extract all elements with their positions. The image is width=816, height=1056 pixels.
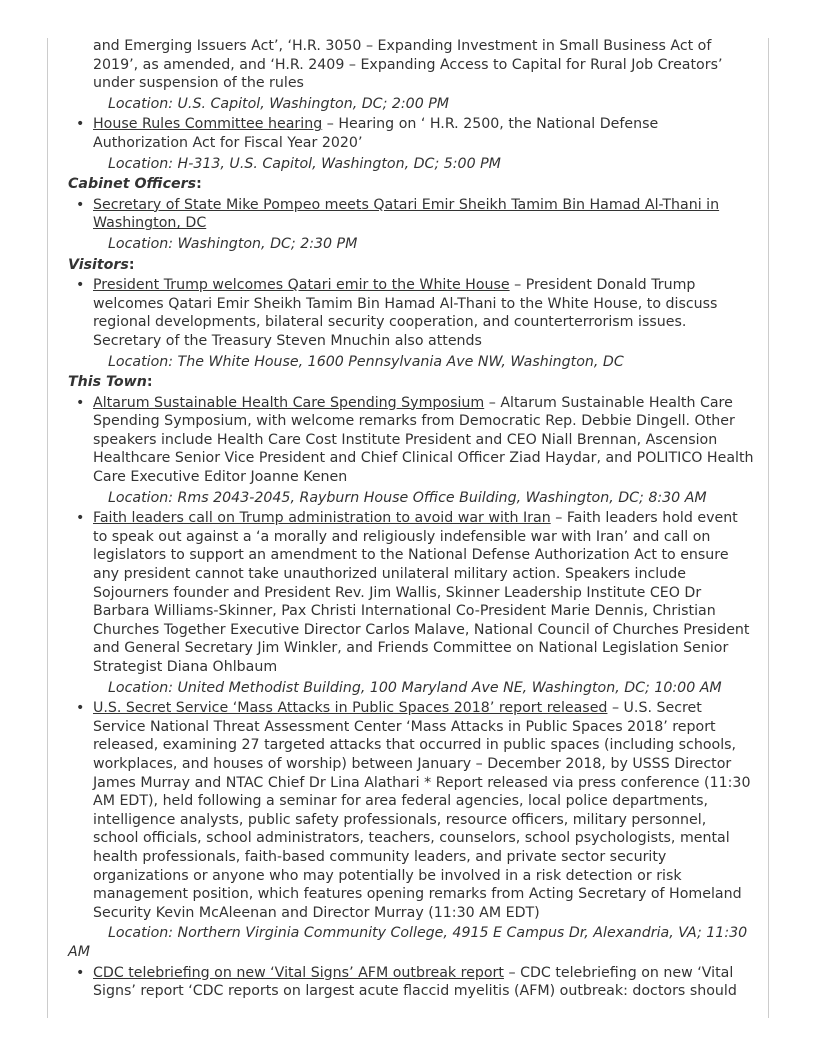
event-location: Location: U.S. Capitol, Washington, DC; 2:00 PM: [108, 95, 450, 112]
event-description: – CDC telebriefing on new ‘Vital Signs’ report ‘CDC reports on largest acute flaccid myelitis (AFM) outbreak: doctors should: [93, 964, 737, 1000]
section-heading-this-town: This Town:: [68, 374, 153, 391]
bullet-icon: •: [76, 277, 85, 294]
list-item: [68, 276, 756, 350]
left-page-border: [47, 38, 48, 1018]
bullet-icon: •: [76, 964, 85, 981]
list-item: [68, 699, 756, 922]
list-item: [68, 196, 756, 233]
event-link[interactable]: House Rules Committee hearing: [93, 116, 323, 133]
event-continuation-text: and Emerging Issuers Act’, ‘H.R. 3050 – Expanding Investment in Small Business Act of 2019’, as amended, and ‘H.R. 2409 – Expanding Access to Capital for Rural Job Creators’ under suspension of the rules: [93, 38, 723, 92]
list-item: [68, 509, 756, 676]
section-heading-cabinet: Cabinet Officers:: [68, 176, 202, 193]
bullet-icon: •: [76, 394, 85, 411]
event-location: Location: United Methodist Building, 100 Maryland Ave NE, Washington, DC; 10:00 AM: [108, 679, 722, 696]
bullet-icon: •: [76, 116, 85, 133]
event-link[interactable]: Altarum Sustainable Health Care Spending Symposium: [93, 394, 485, 411]
bullet-icon: •: [76, 510, 85, 527]
event-location: Location: The White House, 1600 Pennsylvania Ave NW, Washington, DC: [108, 353, 624, 370]
event-link[interactable]: President Trump welcomes Qatari emir to the White House: [93, 277, 510, 294]
document-body: [68, 37, 756, 1001]
bullet-icon: •: [76, 700, 85, 717]
this-town-event-list: [68, 509, 756, 676]
this-town-event-list: [68, 699, 756, 922]
this-town-event-list: [68, 964, 756, 1001]
event-location: Location: Rms 2043-2045, Rayburn House Office Building, Washington, DC; 8:30 AM: [108, 489, 707, 506]
house-event-list: [68, 115, 756, 152]
event-link[interactable]: Secretary of State Mike Pompeo meets Qatari Emir Sheikh Tamim Bin Hamad Al-Thani in Washington, DC: [93, 196, 720, 232]
event-description: – U.S. Secret Service National Threat Assessment Center ‘Mass Attacks in Public Spaces 2018’ report released, examining 27 targeted attacks that occurred in public spaces (including schools, workplaces, and houses of worship) between January – December 2018, by USSS Director James Murray and NTAC Chief Dr Lina Alathari * Report released via press conference (11:30 AM EDT), held following a seminar for area federal agencies, local police departments, intelligence analysts, public safety professionals, resource officers, military personnel, school officials, school administrators, teachers, counselors, school psychologists, mental health professionals, faith-based community leaders, and private sector security organizations or anyone who may potentially be involved in a risk detection or risk management position, which features opening remarks from Acting Secretary of Homeland Security Kevin McAleenan and Director Murray (11:30 AM EDT): [93, 700, 751, 921]
event-link[interactable]: Faith leaders call on Trump administration to avoid war with Iran: [93, 510, 551, 527]
this-town-event-list: [68, 394, 756, 487]
visitors-event-list: [68, 276, 756, 350]
section-heading-visitors: Visitors:: [68, 256, 135, 273]
event-location: Location: Northern Virginia Community College, 4915 E Campus Dr, Alexandria, VA; 11:30 AM: [68, 925, 748, 960]
event-location: Location: Washington, DC; 2:30 PM: [108, 235, 358, 252]
bullet-icon: •: [76, 196, 85, 213]
event-description: – President Donald Trump welcomes Qatari Emir Sheikh Tamim Bin Hamad Al-Thani to the White House, to discuss regional developments, bilateral security cooperation, and counterterrorism issues. Secretary of the Treasury Steven Mnuchin also attends: [93, 277, 718, 349]
event-link[interactable]: CDC telebriefing on new ‘Vital Signs’ AFM outbreak report: [93, 964, 504, 981]
list-item: [68, 394, 756, 487]
event-description: – Altarum Sustainable Health Care Spending Symposium, with welcome remarks from Democratic Rep. Debbie Dingell. Other speakers include Health Care Cost Institute President and CEO Niall Brennan, Ascension Healthcare Senior Vice President and Chief Clinical Officer Ziad Haydar, and POLITICO Health Care Executive Editor Joanne Kenen: [93, 394, 754, 486]
event-description: – Faith leaders hold event to speak out against a ‘a morally and religiously indefensible war with Iran’ and call on legislators to support an amendment to the National Defense Authorization Act to ensure any president cannot take unauthorized unilateral military action. Speakers include Sojourners founder and President Rev. Jim Wallis, Skinner Leadership Institute CEO Dr Barbara Williams-Skinner, Pax Christi International Co-President Marie Dennis, Christian Churches Together Executive Director Carlos Malave, National Council of Churches President and General Secretary Jim Winkler, and Friends Committee on National Legislation Senior Strategist Diana Ohlbaum: [93, 510, 750, 675]
event-location: Location: H-313, U.S. Capitol, Washington, DC; 5:00 PM: [108, 155, 501, 172]
event-description: – Hearing on ‘ H.R. 2500, the National Defense Authorization Act for Fiscal Year 2020’: [93, 116, 659, 151]
event-link[interactable]: U.S. Secret Service ‘Mass Attacks in Public Spaces 2018’ report released: [93, 700, 608, 717]
cabinet-event-list: [68, 196, 756, 233]
right-page-border: [768, 38, 769, 1018]
list-item: [68, 964, 756, 1001]
list-item: [68, 115, 756, 152]
